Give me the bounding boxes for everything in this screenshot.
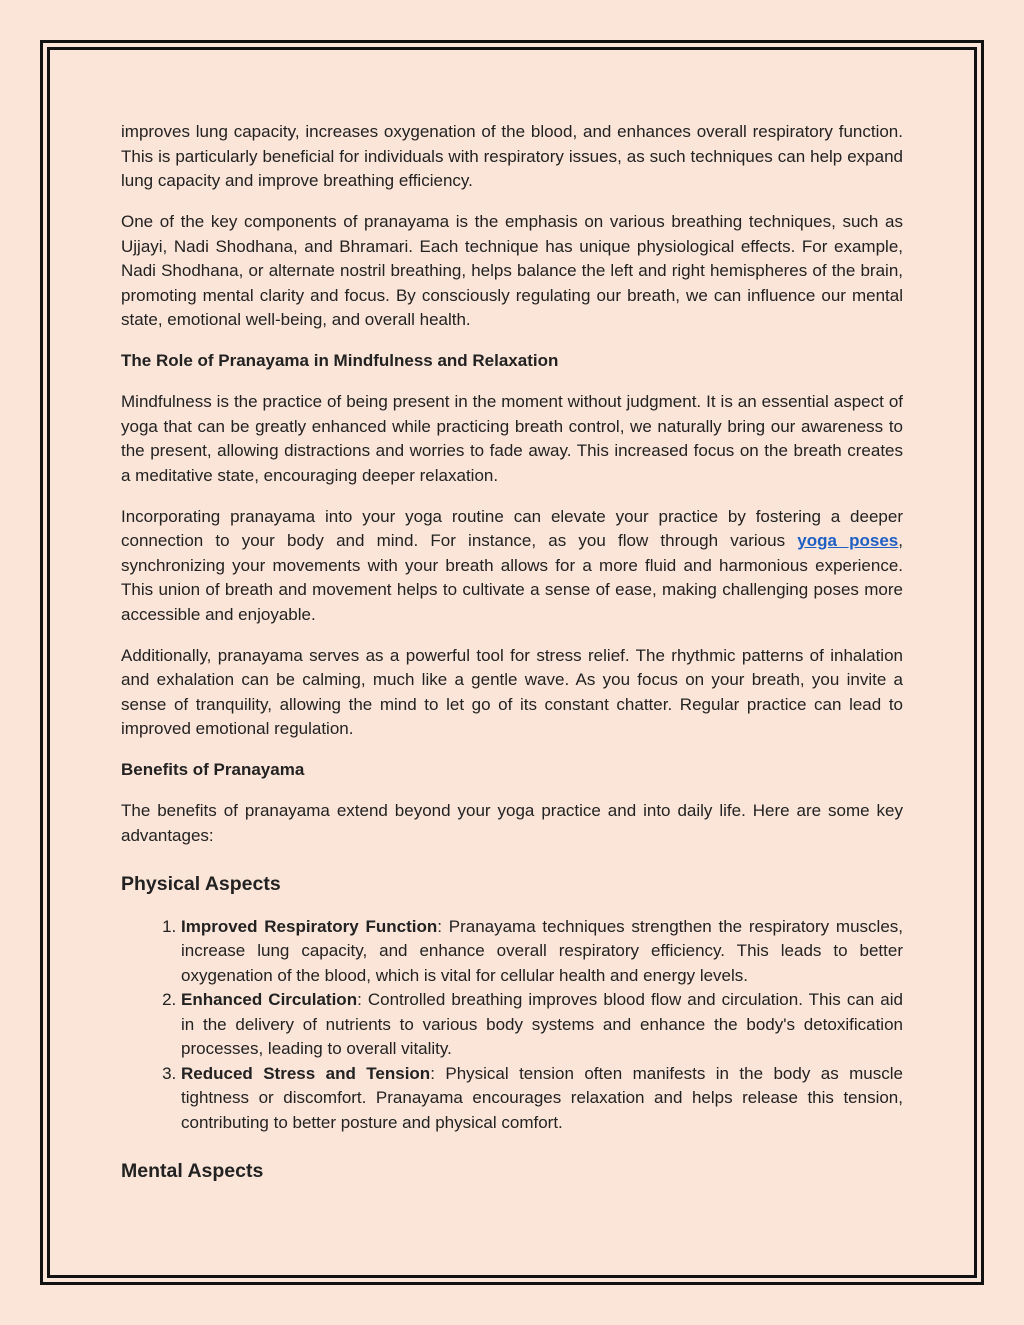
physical-aspects-list xyxy=(121,915,903,1136)
paragraph-yoga-routine-text-start: Incorporating pranayama into your yoga routine can elevate your practice by fostering a deeper connection to your body and mind. For instance, as you flow through various xyxy=(121,506,903,550)
paragraph-yoga-routine-text-end: , synchronizing your movements with your breath allows for a more fluid and harmonious experience. This union of breath and movement helps to cultivate a sense of ease, making challenging poses more accessible and enjoyable. xyxy=(121,531,903,624)
list-item-term: Reduced Stress and Tension xyxy=(181,1063,431,1083)
document-body xyxy=(121,120,903,1202)
list-item xyxy=(181,915,903,989)
yoga-poses-link[interactable]: yoga poses xyxy=(797,531,899,550)
heading-role-of-pranayama: The Role of Pranayama in Mindfulness and Relaxation xyxy=(121,351,559,370)
list-item-text: : Pranayama techniques strengthen the respiratory muscles, increase lung capacity, and enhance overall respiratory efficiency. This leads to better oxygenation of the blood, which is vital for cellular health and energy levels. xyxy=(181,916,903,985)
list-item-text: : Controlled breathing improves blood flow and circulation. This can aid in the delivery of nutrients to various body systems and enhance the body's detoxification processes, leading to overall vitality. xyxy=(181,990,903,1058)
paragraph-benefits-intro: The benefits of pranayama extend beyond your yoga practice and into daily life. Here are some key advantages: xyxy=(121,801,903,845)
paragraph-yoga-routine xyxy=(121,505,903,628)
list-item xyxy=(181,988,903,1062)
paragraph-breathing-techniques: One of the key components of pranayama is the emphasis on various breathing techniques, such as Ujjayi, Nadi Shodhana, and Bhramari. Each technique has unique physiological effects. For example, Nadi Shodhana, or alternate nostril breathing, helps balance the left and right hemispheres of the brain, promoting mental clarity and focus. By consciously regulating our breath, we can influence our mental state, emotional well-being, and overall health. xyxy=(121,212,903,329)
paragraph-stress-relief: Additionally, pranayama serves as a powerful tool for stress relief. The rhythmic patterns of inhalation and exhalation can be calming, much like a gentle wave. As you focus on your breath, you invite a sense of tranquility, allowing the mind to let go of its constant chatter. Regular practice can lead to improved emotional regulation. xyxy=(121,645,903,738)
list-item-term: Enhanced Circulation xyxy=(181,990,358,1009)
heading-benefits: Benefits of Pranayama xyxy=(121,760,305,779)
paragraph-mindfulness: Mindfulness is the practice of being present in the moment without judgment. It is an essential aspect of yoga that can be greatly enhanced while practicing breath control, we naturally bring our awareness to the present, allowing distractions and worries to fade away. This increased focus on the breath creates a meditative state, encouraging deeper relaxation. xyxy=(121,392,903,485)
list-item xyxy=(181,1062,903,1136)
heading-physical-aspects: Physical Aspects xyxy=(121,873,281,895)
heading-mental-aspects: Mental Aspects xyxy=(121,1160,264,1182)
paragraph-lung-capacity: improves lung capacity, increases oxygenation of the blood, and enhances overall respiratory function. This is particularly beneficial for individuals with respiratory issues, as such techniques can help expand lung capacity and improve breathing efficiency. xyxy=(121,122,903,190)
list-item-term: Improved Respiratory Function xyxy=(181,916,438,936)
list-item-text: : Physical tension often manifests in the body as muscle tightness or discomfort. Pranayama encourages relaxation and helps release this tension, contributing to better posture and physical comfort. xyxy=(181,1063,903,1132)
